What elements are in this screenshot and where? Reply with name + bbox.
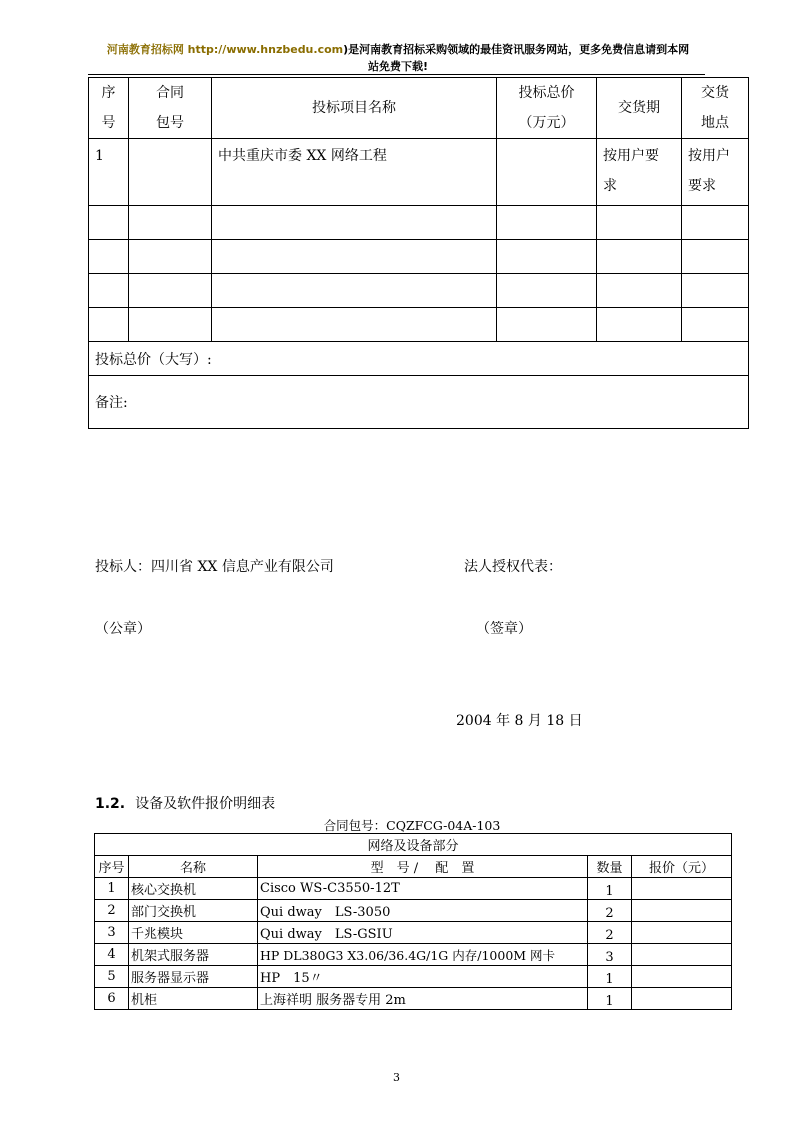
table-row bbox=[89, 206, 749, 240]
page-header bbox=[88, 41, 708, 75]
item-seq: 5 bbox=[95, 966, 129, 988]
item-name: 机柜 bbox=[129, 988, 258, 1010]
item-name: 服务器显示器 bbox=[129, 966, 258, 988]
item-price bbox=[632, 944, 732, 966]
item-seq: 6 bbox=[95, 988, 129, 1010]
site-name: 河南教育招标网 bbox=[106, 43, 184, 56]
item-name: 千兆模块 bbox=[129, 922, 258, 944]
header-seq: 序号 bbox=[95, 856, 129, 878]
contract-package-no: 合同包号：CQZFCG-04A-103 bbox=[323, 818, 501, 833]
remarks-row bbox=[89, 376, 749, 429]
signature-seal-label: （签章） bbox=[476, 621, 532, 637]
section-heading bbox=[95, 793, 275, 813]
item-price bbox=[632, 900, 732, 922]
table-row bbox=[89, 274, 749, 308]
row-delivery-place: 按用户 要求 bbox=[682, 139, 749, 206]
header-text: )是河南教育招标采购领域的最佳资讯服务网站，更多免费信息请到本网 bbox=[343, 43, 690, 56]
legal-representative: 法人授权代表： bbox=[464, 559, 562, 575]
total-caps-row bbox=[89, 342, 749, 376]
bidder-name: 投标人：四川省 XX 信息产业有限公司 bbox=[95, 559, 334, 575]
header-seq: 序 号 bbox=[89, 78, 129, 139]
group-title-row bbox=[95, 834, 732, 856]
item-qty: 1 bbox=[588, 988, 632, 1010]
header-total-price: 投标总价 （万元） bbox=[497, 78, 597, 139]
header-contract-no: 合同 包号 bbox=[129, 78, 212, 139]
item-price bbox=[632, 966, 732, 988]
total-caps-label: 投标总价（大写）: bbox=[89, 342, 749, 376]
page-number: 3 bbox=[393, 1071, 400, 1084]
items-header-row bbox=[95, 856, 732, 878]
header-delivery-period: 交货期 bbox=[597, 78, 682, 139]
group-title: 网络及设备部分 bbox=[95, 834, 732, 856]
item-price bbox=[632, 988, 732, 1010]
section-number: 1.2. bbox=[95, 796, 126, 812]
item-model: Cisco WS-C3550-12T bbox=[258, 878, 588, 900]
header-line-1 bbox=[88, 41, 708, 58]
item-name: 机架式服务器 bbox=[129, 944, 258, 966]
table-row bbox=[95, 944, 732, 966]
table-row bbox=[89, 240, 749, 274]
item-seq: 2 bbox=[95, 900, 129, 922]
row-project-name: 中共重庆市委 XX 网络工程 bbox=[212, 139, 497, 206]
item-seq: 4 bbox=[95, 944, 129, 966]
item-price bbox=[632, 922, 732, 944]
item-model: 上海祥明 服务器专用 2m bbox=[258, 988, 588, 1010]
item-model: HP DL380G3 X3.06/36.4G/1G 内存/1000M 网卡 bbox=[258, 944, 588, 966]
header-model: 型 号 / 配 置 bbox=[258, 856, 588, 878]
bid-table-header-row bbox=[89, 78, 749, 139]
table-row bbox=[95, 900, 732, 922]
table-row bbox=[95, 878, 732, 900]
header-price: 报价（元） bbox=[632, 856, 732, 878]
item-qty: 1 bbox=[588, 878, 632, 900]
row-seq: 1 bbox=[89, 139, 129, 206]
official-seal-label: （公章） bbox=[95, 621, 151, 637]
item-qty: 3 bbox=[588, 944, 632, 966]
header-divider bbox=[88, 74, 705, 75]
table-row bbox=[89, 308, 749, 342]
item-price bbox=[632, 878, 732, 900]
row-contract-no bbox=[129, 139, 212, 206]
item-qty: 1 bbox=[588, 966, 632, 988]
site-url-link[interactable]: http://www.hnzbedu.com bbox=[187, 43, 344, 56]
header-name: 名称 bbox=[129, 856, 258, 878]
item-qty: 2 bbox=[588, 900, 632, 922]
header-qty: 数量 bbox=[588, 856, 632, 878]
item-model: HP 15〃 bbox=[258, 966, 588, 988]
row-delivery-period: 按用户要 求 bbox=[597, 139, 682, 206]
item-model: Qui dway LS-3050 bbox=[258, 900, 588, 922]
remarks-label: 备注: bbox=[89, 376, 749, 429]
table-row bbox=[89, 139, 749, 206]
item-name: 核心交换机 bbox=[129, 878, 258, 900]
item-qty: 2 bbox=[588, 922, 632, 944]
table-row bbox=[95, 966, 732, 988]
header-line-2: 站免费下载! bbox=[367, 60, 429, 73]
table-row bbox=[95, 922, 732, 944]
header-delivery-place: 交货 地点 bbox=[682, 78, 749, 139]
equipment-price-table bbox=[94, 833, 732, 1010]
item-name: 部门交换机 bbox=[129, 900, 258, 922]
header-project-name: 投标项目名称 bbox=[212, 78, 497, 139]
sign-date: 2004 年 8 月 18 日 bbox=[456, 713, 583, 729]
row-total-price bbox=[497, 139, 597, 206]
table-row bbox=[95, 988, 732, 1010]
item-seq: 3 bbox=[95, 922, 129, 944]
section-title: 设备及软件报价明细表 bbox=[135, 796, 276, 812]
bid-summary-table bbox=[88, 77, 749, 429]
item-model: Qui dway LS-GSIU bbox=[258, 922, 588, 944]
item-seq: 1 bbox=[95, 878, 129, 900]
